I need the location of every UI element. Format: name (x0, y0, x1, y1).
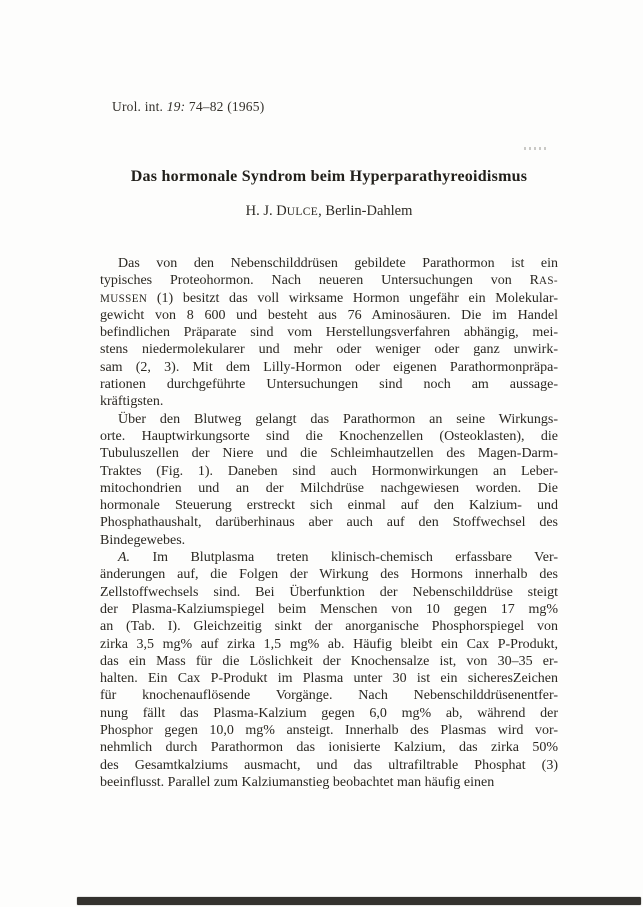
text-segment: A. (118, 550, 131, 566)
text-line (100, 532, 558, 549)
text-segment: Traktes (Fig. 1). Daneben sind auch Hormonwirkungen an Leber- (100, 463, 558, 479)
journal-reference (112, 99, 264, 115)
text-line (100, 618, 558, 635)
text-segment: änderungen auf, die Folgen der Wirkung des Hormons innerhalb des (100, 567, 558, 583)
text-segment: ULCE (286, 206, 319, 218)
text-segment: der Plasma-Kalziumspiegel beim Menschen von 10 gegen 17 mg% (100, 601, 558, 617)
article-title: Das hormonale Syndrom beim Hyperparathyreoidismus (130, 168, 528, 185)
text-segment: orte. Hauptwirkungsorte sind die Knochenzellen (Osteoklasten), die (100, 428, 558, 444)
text-line (100, 584, 558, 601)
article-author (100, 203, 558, 220)
text-line (100, 601, 558, 618)
text-line (100, 376, 558, 393)
text-line (100, 705, 558, 722)
text-segment: rationen durchgeführte Untersuchungen sind noch am aussage- (100, 377, 558, 393)
text-segment: das ein Mass für die Löslichkeit der Knochensalze ist, von 30–35 er- (100, 653, 558, 669)
text-line (100, 549, 558, 566)
text-segment: Phosphor gegen 10,0 mg% ansteigt. Innerhalb des Plasmas wird vor- (100, 723, 558, 739)
text-line (100, 653, 558, 670)
text-segment: mitochondrien und an der Milchdrüse nachgewiesen worden. Die (100, 480, 558, 496)
text-segment: Das von den Nebenschilddrüsen gebildete Parathormon ist ein (118, 256, 558, 271)
text-segment: hormonale Steuerung erstreckt sich einmal auf den Kalzium- und (100, 498, 558, 514)
text-segment: beeinflusst. Parallel zum Kalziumanstieg beobachtet man häufig einen (100, 774, 495, 790)
text-segment: kräftigsten. (100, 394, 164, 410)
text-line (100, 497, 558, 514)
text-segment: an (Tab. I). Gleichzeitig sinkt der anorganische Phosphorspiegel von (100, 619, 558, 635)
text-segment: typisches Proteohormon. Nach neueren Untersuchungen von R (100, 273, 539, 289)
text-segment: Tubuluszellen der Niere und die Schleimhautzellen des Magen-Darm- (100, 446, 558, 462)
text-segment: des Gesamtkalziums ausmacht, und das ultrafiltrable Phosphat (3) (100, 757, 558, 773)
text-segment: nehmlich durch Parathormon das ionisierte Kalzium, das zirka 50% (100, 740, 558, 756)
text-segment: Phosphathaushalt, darüberhinaus aber auch auf den Stoffwechsel des (100, 515, 558, 531)
text-line (100, 359, 558, 376)
text-line (100, 480, 558, 497)
text-line (100, 290, 558, 307)
text-line (100, 255, 558, 272)
text-segment: MUSSEN (100, 292, 148, 305)
text-line (100, 687, 558, 704)
text-segment: Bindegewebes. (100, 532, 186, 548)
text-segment: nung fällt das Plasma-Kalzium gegen 6,0 mg% ab, während der (100, 705, 558, 721)
text-line (100, 393, 558, 410)
text-segment: Über den Blutweg gelangt das Parathormon an seine Wirkungs- (118, 411, 558, 427)
text-line (100, 445, 558, 462)
text-line (100, 757, 558, 774)
text-line (100, 307, 558, 324)
text-line (100, 566, 558, 583)
article-body (100, 255, 558, 791)
text-line (100, 774, 558, 791)
text-line (100, 428, 558, 445)
text-line (100, 411, 558, 428)
text-segment: Zellstoffwechsels sind. Bei Überfunktion der Nebenschilddrüse steigt (100, 584, 558, 600)
text-segment: (1) besitzt das voll wirksame Hormon ungefähr ein Molekular- (147, 290, 558, 306)
text-segment: befindlichen Präparate sind vom Herstellungsverfahren abhängig, mei- (100, 325, 558, 341)
text-segment: halten. Ein Cax P-Produkt im Plasma unter 30 ist ein sicheresZeichen (100, 671, 558, 687)
text-line (100, 636, 558, 653)
text-line (100, 514, 558, 531)
text-segment: AS- (538, 275, 558, 288)
text-segment: gewicht von 8 600 und besteht aus 76 Aminosäuren. Die im Handel (100, 307, 558, 323)
text-line (100, 722, 558, 739)
text-line (100, 341, 558, 358)
text-segment: , Berlin-Dahlem (318, 203, 413, 219)
text-segment: 19: (166, 99, 186, 114)
scan-edge-artifact (77, 897, 641, 905)
text-segment: stens niedermolekularer und mehr oder weniger oder ganz unwirk- (100, 342, 558, 358)
text-segment: zirka 3,5 mg% auf zirka 1,5 mg% ab. Häufig bleibt ein Cax P-Produkt, (100, 636, 558, 652)
text-segment: Urol. int. (112, 99, 167, 114)
text-segment: Im Blutplasma treten klinisch-chemisch erfassbare Ver- (130, 550, 558, 566)
text-line (100, 463, 558, 480)
text-segment: H. J. D (245, 203, 287, 219)
text-segment: für knochenauflösende Vorgänge. Nach Nebenschilddrüsenentfer- (100, 688, 558, 704)
text-segment: 74–82 (1965) (185, 99, 265, 114)
scan-speckle-artifact (524, 147, 548, 150)
text-line (100, 324, 558, 341)
text-segment: sam (2, 3). Mit dem Lilly-Hormon oder eigenen Parathormonpräpa- (100, 359, 558, 375)
text-line (100, 739, 558, 756)
text-line (100, 272, 558, 289)
text-line (100, 670, 558, 687)
